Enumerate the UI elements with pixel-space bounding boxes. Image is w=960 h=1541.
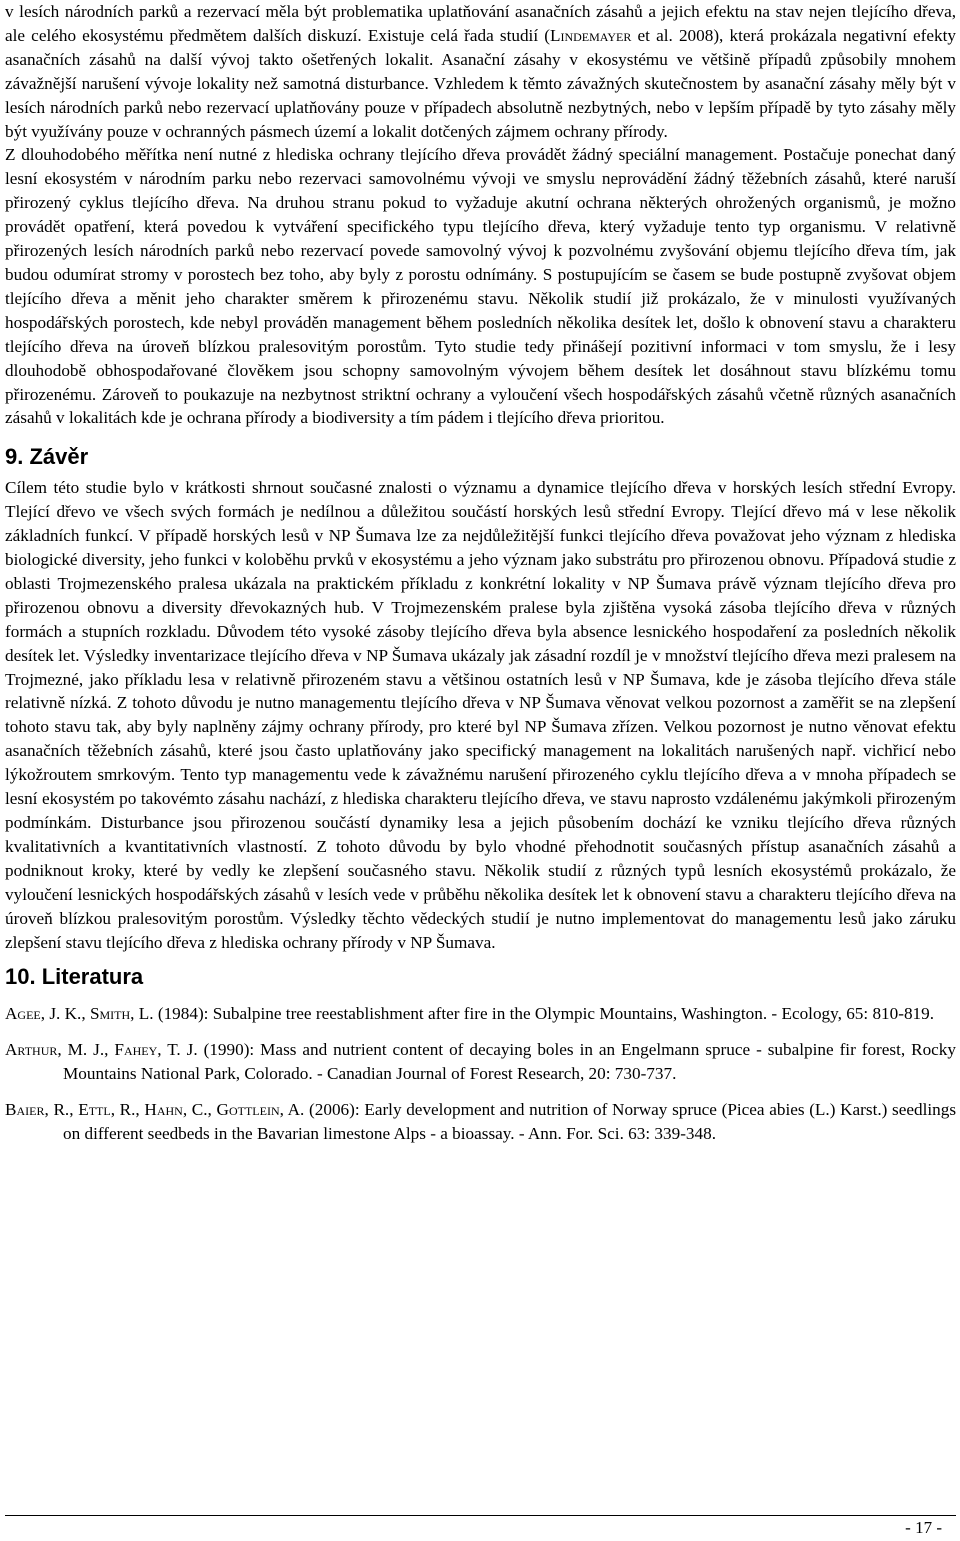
page-number: - 17 -	[905, 1518, 942, 1537]
reference-authors: Arthur, M. J., Fahey, T. J.	[5, 1040, 204, 1060]
reference-list	[5, 1002, 956, 1146]
footer-divider	[5, 1515, 956, 1516]
reference-text: (1990): Mass and nutrient content of decaying boles in an Engelmann spruce - subalpine fir forest, Rocky Mountains National Park, Colorado. - Canadian Journal of Forest Research, 20: 730-737.	[63, 1040, 956, 1084]
reference-authors: Agee, J. K., Smith, L.	[5, 1004, 158, 1024]
paragraph-text: et al. 2008), která prokázala negativní efekty asanačních zásahů na další vývoj takto ošetřených lokalit. Asanační zásahy v ekosystému ve většině případů způsobily mnohem závažnější narušení vývoje lokality než samotná disturbance. Vzhledem k těmto závažných skutečnostem by asanační zásahy měly být v lesích národních parků nebo rezervací uplatňovány pouze v případech absolutně nezbytných, nebo v lepším případě by tyto zásahy měly být využívány pouze v ochranných pásmech území a lokalit dotčených zájmem ochrany přírody.	[5, 25, 956, 141]
reference-text: (2006): Early development and nutrition of Norway spruce (Picea abies (L.) Karst.) seedlings on different seedbeds in the Bavarian limestone Alps - a bioassay. - Ann. For. Sci. 63: 339-348.	[63, 1100, 957, 1144]
paragraph-text: v lesích národních parků a rezervací měla být problematika uplatňování asanačních zásahů a jejich efektu na stav nejen tlejícího dřeva, ale celého ekosystému předmětem dalších diskuzí. Existuje celá řada studií (	[5, 2, 956, 45]
citation-author: Lindemayer	[549, 25, 632, 45]
conclusion-paragraph: Cílem této studie bylo v krátkosti shrnout současné znalosti o významu a dynamice tlejícího dřeva v horských lesích střední Evropy. Tlející dřevo ve všech svých formách je nedílnou a důležitou součástí horských lesů střední Evropy. Tlející dřevo má v lese několik základních funkcí. V případě horských lesů v NP Šumava lze za nejdůležitější funkci tlejícího dřeva považovat jeho význam z hlediska biologické diversity, jeho funkci v koloběhu prvků v ekosystému a jeho význam jako substrátu pro přirozenou obnovu. Případová studie z oblasti Trojmezenského pralesa ukázala na praktickém příkladu z konkrétní lokality v NP Šumava právě význam tlejícího dřeva pro přirozenou obnovu a diversity dřevokazných hub. V Trojmezenském pralese byla zjištěna vysoká zásoba tlejícího dřeva v různých formách a stupních rozkladu. Důvodem této vysoké zásoby tlejícího dřeva byla absence lesnického hospodaření za posledních několik desítek let. Výsledky inventarizace tlejícího dřeva v NP Šumava ukázaly jak zásadní rozdíl je v množství tlejícího dřeva mezi pralesem na Trojmezné, jako příkladu lesa v relativně přirozeném stavu a většinou ostatních lesů v NP Šumava, kde je zásoba tlejícího dřeva stále relativně nízká. Z tohoto důvodu je nutno managementu tlejícího dřeva v NP Šumava věnovat velkou pozornost a zaměřit se na zlepšení tohoto stavu tak, aby byly naplněny zájmy ochrany přírody, pro které byl NP Šumava zřízen. Velkou pozornost je nutno věnovat efektu asanačních těžebních zásahů, které jsou často uplatňovány jako specifický management na lokalitách narušených např. vichřicí nebo lýkožroutem smrkovým. Tento typ managementu vede k závažnému narušení přirozeného cyklu tlejícího dřeva a v mnoha případech se lesní ekosystém po takovémto zásahu nachází, z hlediska charakteru tlejícího dřeva, ve stavu naprosto vzdálenému jakýmkoli přirozeným podmínkám. Disturbance jsou přirozenou součástí dynamiky lesa a jejich působením dochází ke vzniku tlejícího dřeva různých kvalitativních a kvantitativních vlastností. Z tohoto důvodu by bylo vhodné přehodnotit současných přístup asanačních zásahů a podniknout kroky, které by vedly ke zlepšení současného stavu. Několik studií z různých typů lesních ekosystémů prokázalo, že vyloučení lesnických hospodářských zásahů v lesích vede v průběhu několika desítek let k obnovení stavu a charakteru tlejícího dřeva na úroveň blízkou pralesovitým porostům. Výsledky těchto vědeckých studií je nutno implementovat do managementu lesů jako záruku zlepšení stavu tlejícího dřeva z hlediska ochrany přírody v NP Šumava.	[5, 478, 956, 952]
section-heading-conclusion: 9. Závěr	[5, 444, 89, 470]
management-paragraph: Z dlouhodobého měřítka není nutné z hlediska ochrany tlejícího dřeva provádět žádný speciální management. Postačuje ponechat daný lesní ekosystém v národním parku nebo rezervaci samovolnému vývoji ve smyslu neprovádění žádný těžebních zásahů, které naruší přirozený cyklus tlejícího dřeva. Na druhou stranu pokud to vyžaduje akutní ochrana některých ohrožených organismů, je možno provádět opatření, která povedou k vytváření specifického typu tlejícího dřeva, který vyžaduje tento typ organismu. V relativně přirozených lesích národních parků nebo rezervací povede samovolný vývoj k pozvolnému zvyšování objemu tlejícího dřeva tím, jak budou odumírat stromy v porostech bez toho, aby byly z porostu odnímány. S postupujícím se časem se bude postupně zvyšovat objem tlejícího dřeva a měnit jeho charakter směrem k přirozenému stavu. Několik studií již prokázalo, že v minulosti využívaných hospodářských porostech, kde nebyl prováděn management během posledních několika desítek let, došlo k obnovení stavu a charakteru tlejícího dřeva na úroveň blízkou pralesovitým porostům. Tyto studie tedy přinášejí pozitivní informaci v tom smyslu, že i lesy dlouhodobě obhospodařované člověkem jsou schopny samovolným vývojem během desítek let dosáhnout stavu blízkému tomu přirozenému. Zároveň to poukazuje na nezbytnost striktní ochrany a vyloučení všech hospodářských zásahů včetně různých asanačních zásahů v lokalitách kde je ochrana přírody a biodiversity a tím pádem i tlejícího dřeva prioritou.	[5, 145, 956, 428]
reference-item	[5, 1002, 956, 1026]
section-heading-literature: 10. Literatura	[5, 964, 144, 990]
reference-authors: Baier, R., Ettl, R., Hahn, C., Gottlein, A.	[5, 1100, 310, 1120]
reference-item	[5, 1038, 956, 1086]
continued-paragraph	[5, 0, 956, 143]
reference-item	[5, 1098, 956, 1146]
reference-text: (1984): Subalpine tree reestablishment after fire in the Olympic Mountains, Washington. - Ecology, 65: 810-819.	[157, 1004, 935, 1024]
document-page	[5, 0, 956, 1146]
